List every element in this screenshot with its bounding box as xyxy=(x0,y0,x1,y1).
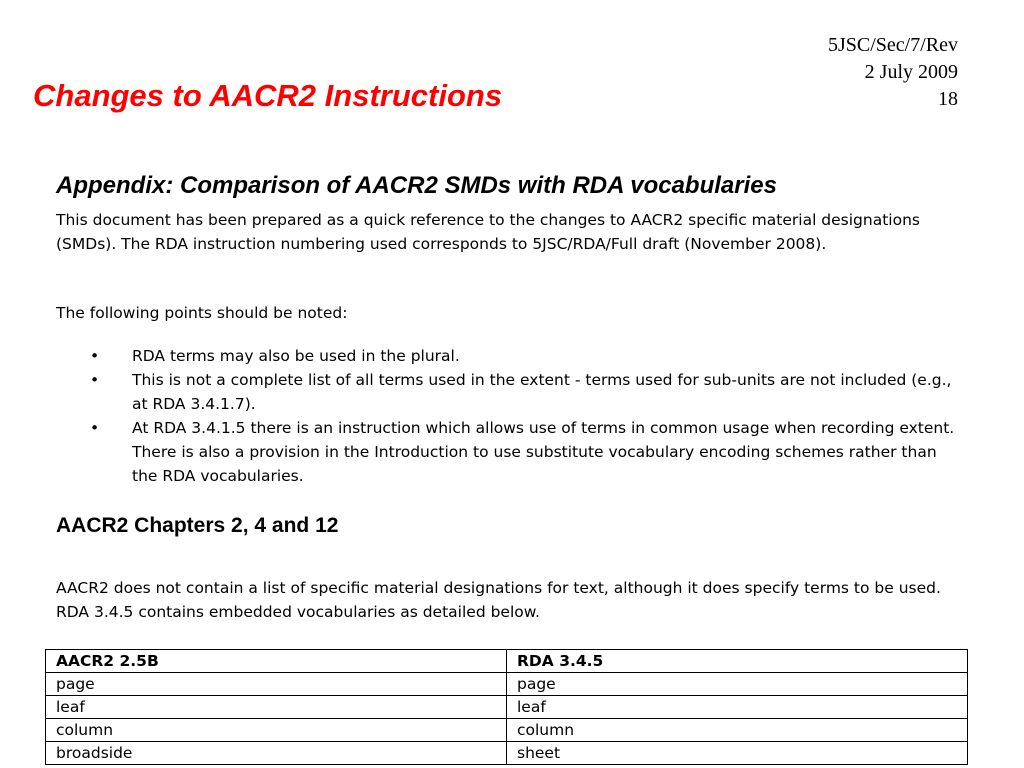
list-item xyxy=(56,344,966,368)
document-reference xyxy=(828,32,958,113)
list-item xyxy=(56,368,966,416)
table-cell: broadside xyxy=(46,742,507,765)
table-cell: column xyxy=(507,719,968,742)
page-number: 18 xyxy=(938,88,958,110)
list-item xyxy=(56,416,966,488)
list-item-text: This is not a complete list of all terms used in the extent - terms used for sub-units are not included (e.g., at RDA 3.4.1.7). xyxy=(132,371,952,413)
list-item-text: At RDA 3.4.1.5 there is an instruction which allows use of terms in common usage when recording extent. There is also a provision in the Introduction to use substitute vocabulary encoding schemes rather than the RDA vocabularies. xyxy=(132,419,955,485)
table-cell: leaf xyxy=(507,696,968,719)
column-header-aacr2: AACR2 2.5B xyxy=(46,650,507,673)
table-cell: page xyxy=(46,673,507,696)
table-row xyxy=(46,719,968,742)
appendix-heading: Appendix: Comparison of AACR2 SMDs with RDA vocabularies xyxy=(56,172,777,199)
slide-title: Changes to AACR2 Instructions xyxy=(33,78,503,113)
bullet-icon: • xyxy=(90,419,100,437)
table-row xyxy=(46,673,968,696)
bullet-icon: • xyxy=(90,347,100,365)
document-number: 5JSC/Sec/7/Rev xyxy=(827,34,958,56)
document-date: 2 July 2009 xyxy=(864,61,958,83)
table-cell: sheet xyxy=(507,742,968,765)
table-row xyxy=(46,696,968,719)
table-header-row xyxy=(46,650,968,673)
table-row xyxy=(46,742,968,765)
table-cell: page xyxy=(507,673,968,696)
bullet-icon: • xyxy=(90,371,100,389)
chapter-description: AACR2 does not contain a list of specific material designations for text, although it does specify terms to be used. RDA 3.4.5 contains embedded vocabularies as detailed below. xyxy=(56,579,941,621)
table-cell: column xyxy=(46,719,507,742)
points-list xyxy=(56,344,966,488)
points-label: The following points should be noted: xyxy=(56,304,348,322)
column-header-rda: RDA 3.4.5 xyxy=(507,650,968,673)
appendix-intro: This document has been prepared as a quick reference to the changes to AACR2 specific material designations (SMDs). The RDA instruction numbering used corresponds to 5JSC/RDA/Full draft (November 2008). xyxy=(56,211,920,253)
chapter-heading: AACR2 Chapters 2, 4 and 12 xyxy=(56,514,339,537)
table-cell: leaf xyxy=(46,696,507,719)
list-item-text: RDA terms may also be used in the plural. xyxy=(132,347,460,365)
smd-comparison-table xyxy=(45,649,968,765)
